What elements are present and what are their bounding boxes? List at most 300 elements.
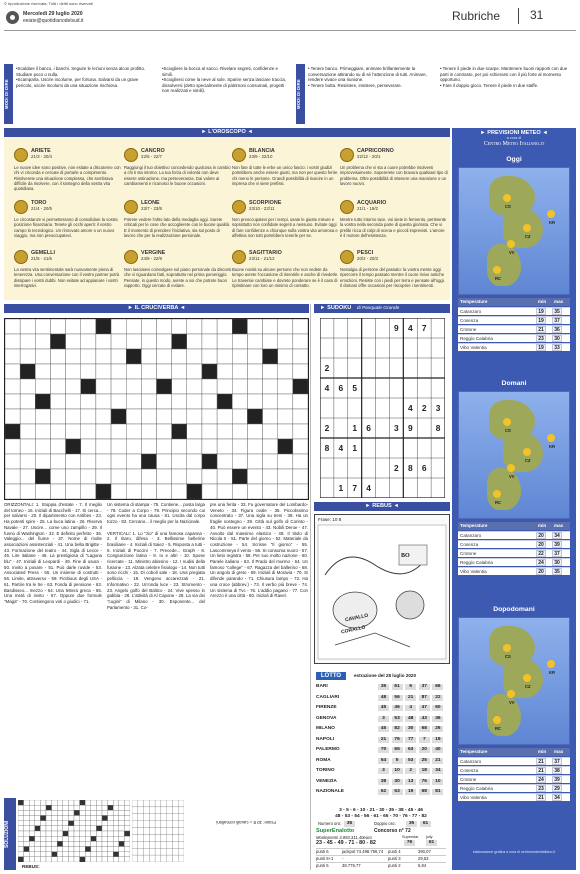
crossword-cell xyxy=(263,334,278,349)
solution-cell xyxy=(46,857,52,862)
modi-di-dire-col4: • Tenere il piede in due scarpe. Mantenere buoni rapporti con due parti in contrasto, per poi schierarsi con il più forte al momento opportuno. • Fare il doppio gioco. Tenere il piede in due staffe. xyxy=(440,66,568,88)
lotto-city: NAPOLI xyxy=(316,736,335,742)
solution-cell xyxy=(138,821,144,828)
lotto-number: 26 xyxy=(432,726,443,732)
solution-cell xyxy=(40,841,46,846)
lotto-number: 61 xyxy=(392,684,403,690)
lotto-row xyxy=(316,695,446,702)
solution-cell xyxy=(172,855,178,862)
solution-cell xyxy=(85,836,91,841)
sudoku-given-number: 8 xyxy=(324,443,330,453)
sudoku-grid[interactable] xyxy=(320,318,445,498)
solution-cell xyxy=(24,841,30,846)
solution-cell xyxy=(113,857,119,862)
solution-cell xyxy=(80,816,86,821)
lotto-number: 34 xyxy=(432,768,443,774)
map-city-label: CZ xyxy=(525,458,531,463)
solution-cell xyxy=(80,810,86,815)
solution-cell xyxy=(119,826,125,831)
solution-cell xyxy=(102,805,108,810)
sudoku-given-number: 1 xyxy=(352,423,358,433)
solution-cell xyxy=(132,821,138,828)
solution-cell xyxy=(138,848,144,855)
crossword-cell xyxy=(278,364,293,379)
sudoku-given-number: 2 xyxy=(324,423,330,433)
temperature-label: Temperature xyxy=(460,523,488,528)
sign-dates: 23/9 - 22/10 xyxy=(249,154,273,159)
crossword-cell xyxy=(111,364,126,379)
map-city-label: VV xyxy=(509,474,515,479)
lotto-city: BARI xyxy=(316,684,328,689)
temp-max: 36 xyxy=(552,326,562,333)
solution-cell xyxy=(138,855,144,862)
modi-di-dire-col1: •Scaldare il banco, i banchi. Seguire le lezioni senza alcun profitto. Studiare poco o nulla. •Scamparla. Uscire incolume, per fortuna. Salvarsi da un grave pericolo, uscire incolumi da una situazione rischiosa. xyxy=(16,66,146,88)
solution-cell xyxy=(144,848,150,855)
temp-max: 29 xyxy=(552,785,562,792)
solution-cell xyxy=(91,831,97,836)
crossword-cell xyxy=(293,424,308,439)
solution-cell xyxy=(149,807,155,814)
crossword-cell xyxy=(202,484,217,499)
sun-icon xyxy=(523,674,531,682)
lotto-row xyxy=(316,758,446,765)
sudoku-given-number: 8 xyxy=(435,423,441,433)
solution-cell xyxy=(113,810,119,815)
temp-max: 39 xyxy=(552,541,562,548)
crossword-cell xyxy=(141,454,156,469)
solution-cell xyxy=(102,816,108,821)
crossword-cell xyxy=(263,349,278,364)
crossword-cell xyxy=(66,319,81,334)
crossword-cell xyxy=(50,394,65,409)
sun-icon xyxy=(507,690,515,698)
solution-cell xyxy=(155,828,161,835)
crossword-cell xyxy=(172,439,187,454)
crossword-cell xyxy=(66,424,81,439)
solution-cell xyxy=(57,805,63,810)
crossword-cell xyxy=(20,484,35,499)
solution-cell xyxy=(149,800,155,807)
crossword-cell xyxy=(126,409,141,424)
solution-cell xyxy=(85,852,91,857)
solution-cell xyxy=(68,831,74,836)
solution-cell xyxy=(138,834,144,841)
land-area xyxy=(487,694,521,736)
crossword-cell xyxy=(202,379,217,394)
sign-dates: 24/8 - 22/9 xyxy=(141,256,162,261)
crossword-cell xyxy=(141,379,156,394)
lotto-number: 21 xyxy=(378,737,389,743)
solution-cell xyxy=(119,800,125,805)
crossword-cell xyxy=(81,454,96,469)
crossword-cell xyxy=(126,319,141,334)
solution-cell xyxy=(24,857,30,862)
modi-di-dire-label: MODI DI DIRE xyxy=(4,64,13,124)
copyright-note: © riproduzione riservata. Tutti i diritti sono riservati xyxy=(4,1,93,6)
definitions-col2: Un sistema di stampa - 75. Contiene... posta larga - 78. Coder a Corpo - 79. Principio secondo cui ogni evento ha una causa - 81. Uscita dal corpo tozzo - 82. Cercano... il meglio per la Nazionale. VERTICALI: 1. Lo "zio" di una famosa capanna - 2. Il ritaro, difesa - 3. Bellissime bellerine brasiliane - 4. Iniziali di Saiez - 5. Risposta a tutti - 6. Iniziali di Puccini - 7. Precede... Graph - 8. Congiunzione latina - 9. Io e altri - 10. Spose ricercate - 11. Ministro abissino - 12. I nudisi della fusione - 13. Alzata celebre fisiologo - 14. Non tutti sono ricchi - 15. Di coboli sale - 18. Una pregiata pelliccia - 19. Vengono accarezzati - 21. Informativo - 22. Un'onda luce - 23. Strumento - 23. Angelo golfo del Baltico - 24. Vive spesso in gabbia - 28. L'attività di Al Capone - 29. La via dei "cugini" di Milano - 30. Esponente... del Parlamento - 31. Co- xyxy=(107,502,205,610)
lotto-estrazione: estrazione del 28 luglio 2020 xyxy=(354,673,417,678)
crossword-cell xyxy=(50,454,65,469)
prize-value: 29,53 xyxy=(418,856,429,861)
temp-min: 21 xyxy=(536,767,546,774)
temperature-row xyxy=(458,343,570,351)
modi-di-dire-label-2: MODI DI DIRE xyxy=(296,64,305,124)
solution-cell xyxy=(68,841,74,846)
solution-cell xyxy=(91,836,97,841)
crossword-cell xyxy=(232,409,247,424)
crossword-cell xyxy=(50,379,65,394)
solution-cell xyxy=(155,855,161,862)
temperature-row xyxy=(458,307,570,315)
solution-cell xyxy=(63,805,69,810)
sign-name: SAGITTARIO xyxy=(249,250,282,256)
crossword-cell xyxy=(50,469,65,484)
crossword-cell xyxy=(247,394,262,409)
solution-cell xyxy=(96,810,102,815)
lotto-number: 68 xyxy=(419,726,430,732)
lotto-city: MILANO xyxy=(316,726,335,731)
solution-cell xyxy=(132,800,138,807)
city-name: Crotone xyxy=(460,551,477,556)
solution-cell xyxy=(18,800,24,805)
crossword-cell xyxy=(81,379,96,394)
crossword-cell xyxy=(187,424,202,439)
solution-cell xyxy=(132,841,138,848)
crossword-cell xyxy=(293,364,308,379)
temp-min: 19 xyxy=(536,308,546,315)
solution-cell xyxy=(29,841,35,846)
solution-cell xyxy=(74,857,80,862)
lotto-number: 77 xyxy=(405,737,416,743)
solution-cell xyxy=(29,821,35,826)
sun-icon xyxy=(523,448,531,456)
crossword-cell xyxy=(5,439,20,454)
crossword-cell xyxy=(20,469,35,484)
crossword-cell xyxy=(81,439,96,454)
solution-cell xyxy=(40,821,46,826)
temp-min: 20 xyxy=(536,532,546,539)
sudoku-given-number: 6 xyxy=(366,423,371,433)
sudoku-given-number: 6 xyxy=(338,383,344,393)
sudoku-given-number: 9 xyxy=(407,423,413,433)
solution-cell xyxy=(119,836,125,841)
sudoku-given-number: 2 xyxy=(421,403,427,413)
sign-text: Le nuove idee sono positive, non esitate a discuterne con chi vi circonda e cercate di portarle a compimento. Risolverete una situazione complessa, che sembrava difficile da risolvere, con il sostegno della vostra vita quotidiana. xyxy=(14,165,121,192)
solution-cell xyxy=(96,852,102,857)
crossword-cell xyxy=(247,334,262,349)
crossword-cell xyxy=(5,319,20,334)
crossword-cell xyxy=(217,394,232,409)
sun-icon xyxy=(503,418,511,426)
crossword-cell xyxy=(126,334,141,349)
lotto-number: 82 xyxy=(392,726,403,732)
solution-cell xyxy=(91,857,97,862)
meteo-map xyxy=(458,617,570,745)
solution-cell xyxy=(172,828,178,835)
crossword-cell xyxy=(247,484,262,499)
solution-cell xyxy=(35,847,41,852)
solution-cell xyxy=(74,810,80,815)
meteo-day-label: Oggi xyxy=(506,156,522,163)
crossword-cell xyxy=(157,409,172,424)
newspaper-logo-icon xyxy=(6,11,19,24)
solution-cell xyxy=(63,800,69,805)
crossword-cell xyxy=(35,334,50,349)
solution-cell xyxy=(178,855,184,862)
solution-cell xyxy=(74,821,80,826)
solution-cell xyxy=(124,836,130,841)
lotto-number: 48 xyxy=(405,716,416,722)
solution-cell xyxy=(40,816,46,821)
crossword-cell xyxy=(172,364,187,379)
crossword-cell xyxy=(217,319,232,334)
crossword-cell xyxy=(20,379,35,394)
solution-cell xyxy=(96,847,102,852)
sun-icon xyxy=(493,490,501,498)
solution-cell xyxy=(46,831,52,836)
prize-label: punti 2 xyxy=(388,863,401,868)
rebus-illustration xyxy=(315,515,449,663)
solution-cell xyxy=(108,821,114,826)
sudoku-title: ► SUDOKU xyxy=(320,305,352,311)
crossword-cell xyxy=(141,469,156,484)
prize-label: punti 3 xyxy=(388,856,401,861)
zodiac-icon xyxy=(340,200,354,214)
solution-cell xyxy=(119,810,125,815)
crossword-cell xyxy=(293,484,308,499)
solution-cell xyxy=(91,805,97,810)
crossword-cell xyxy=(293,409,308,424)
solution-cell xyxy=(167,848,173,855)
solution-cell xyxy=(80,821,86,826)
solution-cell xyxy=(102,826,108,831)
sudoku-given-number: 7 xyxy=(352,483,358,493)
sign-text: Nostalgia di persone del passato: la vostra mente oggi ripercorre il tempo passato mentre il cuore rivive antiche emozioni. Resiste con i piedi per terra e pensate all'oggi. Il domani offre occasioni per riscoprire i sentimenti. xyxy=(340,267,445,288)
prize-value: 5,84 xyxy=(418,863,427,868)
rebus-word-corallo: CORALLO xyxy=(340,624,367,636)
temperature-row xyxy=(458,793,570,801)
solution-cell xyxy=(124,847,130,852)
solution-cell xyxy=(124,841,130,846)
crossword-cell xyxy=(202,469,217,484)
solution-cell xyxy=(24,816,30,821)
sign-name: LEONE xyxy=(141,200,160,206)
meteo-map xyxy=(458,391,570,519)
solution-cell xyxy=(46,810,52,815)
map-city-label: CZ xyxy=(525,234,531,239)
solution-cell xyxy=(57,836,63,841)
crossword-cell xyxy=(20,364,35,379)
crossword-cell xyxy=(111,439,126,454)
crossword-cell xyxy=(172,454,187,469)
solution-cell xyxy=(91,800,97,805)
crossword-cell xyxy=(50,424,65,439)
crossword-cell xyxy=(96,469,111,484)
crossword-cell xyxy=(263,409,278,424)
solution-cell xyxy=(18,847,24,852)
crossword-grid[interactable] xyxy=(4,318,309,500)
sign-text: Non preoccupatevi per i tempi, usate le giuste misure e soprattutto non confidate segreti a nessuno. Evitate oggi di fare confidenze a chiunque sulla vostra vita amorosa e affettiva non tutti potrebbero tenerle per se. xyxy=(232,217,338,238)
solution-cell xyxy=(57,810,63,815)
solution-cell xyxy=(68,826,74,831)
crossword-cell xyxy=(66,349,81,364)
crossword-cell xyxy=(35,424,50,439)
solution-cell xyxy=(85,826,91,831)
crossword-cell xyxy=(5,349,20,364)
rebus-image xyxy=(314,514,450,664)
crossword-cell xyxy=(172,409,187,424)
solution-cell xyxy=(35,826,41,831)
lotto-number: 30 xyxy=(392,779,403,785)
contact-email[interactable]: eeiate@quotidianodelsud.it xyxy=(23,18,84,24)
crossword-cell xyxy=(293,394,308,409)
solution-cell xyxy=(18,821,24,826)
lotto-number: 48 xyxy=(378,695,389,701)
solution-cell xyxy=(144,821,150,828)
land-area xyxy=(487,468,521,510)
crossword-cell xyxy=(293,469,308,484)
sign-dates: 22/12 - 20/1 xyxy=(357,154,381,159)
solution-cell xyxy=(52,836,58,841)
solution-cell xyxy=(96,857,102,862)
city-name: Cosenza xyxy=(460,542,479,547)
lotto-city: ROMA xyxy=(316,757,331,763)
solution-cell xyxy=(149,841,155,848)
crossword-cell xyxy=(66,364,81,379)
crossword-cell xyxy=(187,484,202,499)
solution-cell xyxy=(57,852,63,857)
solution-cell xyxy=(102,831,108,836)
crossword-cell xyxy=(263,439,278,454)
city-name: Reggio Calabria xyxy=(460,336,493,341)
temp-max: 35 xyxy=(552,568,562,575)
crossword-cell xyxy=(172,379,187,394)
solution-cell xyxy=(85,810,91,815)
superenalotto-brand: SuperEnalotto xyxy=(316,828,355,834)
solution-cell xyxy=(149,814,155,821)
solution-cell xyxy=(85,841,91,846)
city-name: Vibo Valentia xyxy=(460,569,487,574)
solution-cell xyxy=(63,821,69,826)
crossword-cell xyxy=(217,349,232,364)
sign-text: Non lasciatevi coinvolgere sul piano personale da discorsi che vi riguardano fatti, soprattutto nel prima pomeriggio. Pensate, in questo modo, avrete a voi che potrete buon rapporto. Oggi cercate di evitare. xyxy=(124,267,232,288)
solution-cell xyxy=(35,841,41,846)
zodiac-icon xyxy=(14,250,28,264)
solution-cell xyxy=(74,831,80,836)
solution-cell xyxy=(172,834,178,841)
crossword-cell xyxy=(50,334,65,349)
solution-cell xyxy=(24,800,30,805)
oroscopo-section xyxy=(4,128,450,300)
solution-cell xyxy=(63,836,69,841)
crossword-cell xyxy=(187,334,202,349)
crossword-cell xyxy=(202,454,217,469)
solution-cell xyxy=(155,807,161,814)
crossword-cell xyxy=(50,319,65,334)
solution-cell xyxy=(132,828,138,835)
crossword-cell xyxy=(157,379,172,394)
sign-name: BILANCIA xyxy=(249,148,275,154)
crossword-cell xyxy=(263,454,278,469)
sudoku-given-number: 8 xyxy=(407,463,413,473)
crossword-cell xyxy=(202,409,217,424)
map-city-label: CS xyxy=(505,428,511,433)
lotto-city: VENEZIA xyxy=(316,778,337,784)
crossword-cell xyxy=(20,424,35,439)
lotto-brand: LOTTO xyxy=(316,672,346,680)
solution-cell xyxy=(132,848,138,855)
crossword-cell xyxy=(66,334,81,349)
crossword-cell xyxy=(96,439,111,454)
solution-cell xyxy=(161,814,167,821)
solution-cell xyxy=(108,852,114,857)
lotto-number: 30 xyxy=(405,726,416,732)
min-label: min xyxy=(538,523,547,528)
solution-cell xyxy=(57,821,63,826)
solution-cell xyxy=(85,805,91,810)
crossword-solution-svg xyxy=(18,800,130,862)
crossword-cell xyxy=(96,364,111,379)
solution-cell xyxy=(119,857,125,862)
crossword-cell xyxy=(172,484,187,499)
crossword-cell xyxy=(172,469,187,484)
solution-cell xyxy=(91,816,97,821)
solution-cell xyxy=(132,855,138,862)
crossword-cell xyxy=(187,394,202,409)
sudoku-author: di Pasquale Grande xyxy=(356,306,400,311)
sudoku-given-number: 2 xyxy=(394,463,399,473)
crossword-cell xyxy=(20,409,35,424)
solution-cell xyxy=(46,816,52,821)
lotto-number: 87 xyxy=(419,695,430,701)
solution-cell xyxy=(102,841,108,846)
crossword-cell xyxy=(232,439,247,454)
solution-cell xyxy=(167,834,173,841)
rebus-frase: Frase: 10 8 xyxy=(318,517,342,522)
sudoku-given-number: 7 xyxy=(421,323,427,333)
oroscopo-title: ► L'OROSCOPO ◄ xyxy=(4,128,450,137)
crossword-cell xyxy=(278,319,293,334)
sun-icon xyxy=(547,210,555,218)
crossword-cell xyxy=(35,349,50,364)
solution-cell xyxy=(63,847,69,852)
solution-cell xyxy=(119,805,125,810)
map-city-label: RC xyxy=(495,276,502,281)
crossword-cell xyxy=(35,379,50,394)
crossword-cell xyxy=(5,484,20,499)
solution-cell xyxy=(149,821,155,828)
crossword-cell xyxy=(126,364,141,379)
map-city-label: KR xyxy=(549,444,556,449)
solution-cell xyxy=(108,826,114,831)
doppio-oro-2: 61 xyxy=(420,821,431,827)
solution-cell xyxy=(46,841,52,846)
sign-name: GEMELLI xyxy=(31,250,55,256)
zodiac-icon xyxy=(232,200,246,214)
crossword-cell xyxy=(232,319,247,334)
solution-cell xyxy=(113,852,119,857)
crossword-cell xyxy=(157,469,172,484)
solution-cell xyxy=(18,805,24,810)
crossword-cell xyxy=(5,364,20,379)
lotto-city: FIRENZE xyxy=(316,705,337,710)
definitions-col3: pre una ferita - 33. Fu governatore del Lombardo-Veneto - 34. Figura ovale - 35. Piccolissimo concentrato - 37. Una sigla su treni - 38. Ha un fragile sostegno - 39. Città sul golfo di Corinto - 40. Può essere un evento - 43. Nobili Deroe - 47. Avvolto dal massimo elastico - 48. Il titolo di Nicola II - 51. Parte del giorno - 52. Materiale da costruzione - 54. Scrisse "Il giorno" - 55. Lascommeya il vento - 56. Si consuma nuoro - 57. Un lieto registra - 58. Per suo molto nazione - 60. Panele italiano - 63. Il Prado del murmo - 64. Un famoso "college" - 67. Ragazza del ballerino - 68. Un angolo di greto - 69. Iniziali di Moravia - 70. Si difende parando - 71. Chiusura lampo - 72. Ha una croce (abbrev.) - 73. Il verbo più breve - 74. Un sistema di Tvc - 76. L'addio pagano - 77. Con Arezzo è una città - 80. Iniziali di Ravel. xyxy=(210,502,308,599)
solution-cell xyxy=(172,800,178,807)
solution-cell xyxy=(35,810,41,815)
prize-label: punti 4 xyxy=(388,849,401,854)
map-city-label: VV xyxy=(509,250,515,255)
crossword-cell xyxy=(5,469,20,484)
